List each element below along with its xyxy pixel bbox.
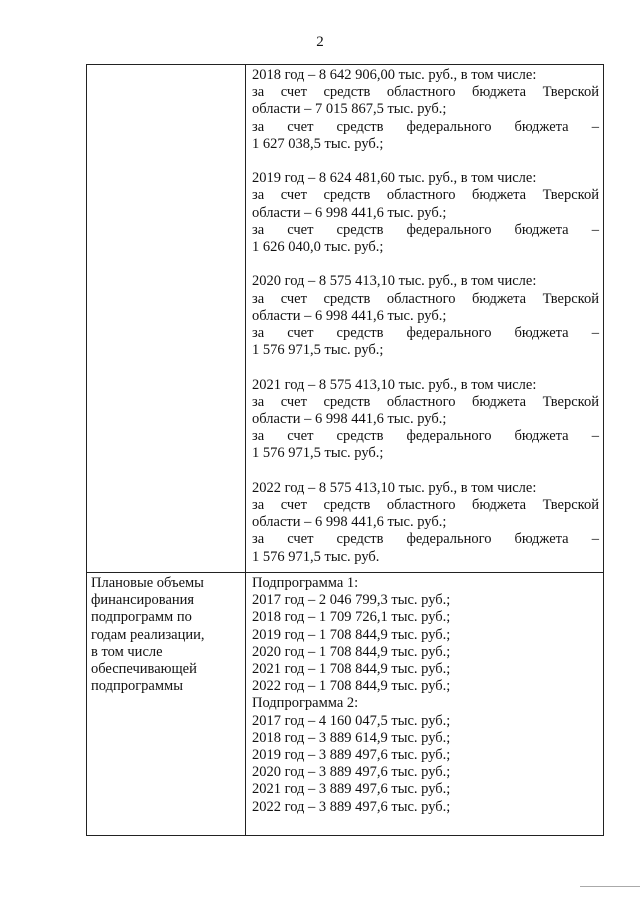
regional-line	[252, 84, 599, 101]
year-amount: 2021 год – 3 889 497,6 тыс. руб.;	[252, 781, 451, 798]
word: бюджета	[472, 497, 527, 514]
word: счет	[287, 428, 314, 445]
word: счет	[280, 187, 307, 204]
word: областного	[386, 290, 456, 307]
year-total: 2020 год – 8 575 413,10 тыс. руб., в том числе:	[252, 273, 537, 290]
word: счет	[280, 290, 307, 307]
label-line: в том числе	[91, 643, 163, 660]
word: счет	[280, 84, 307, 101]
label-line: финансирования	[91, 592, 195, 609]
word: –	[591, 428, 599, 445]
word: федерального	[406, 221, 492, 238]
federal-amount: 1 627 038,5 тыс. руб.;	[252, 135, 384, 152]
word: за	[252, 187, 265, 204]
regional-line	[252, 497, 599, 514]
year-amount: 2019 год – 3 889 497,6 тыс. руб.;	[252, 747, 451, 764]
federal-line	[252, 119, 599, 136]
label-line: Плановые объемы	[91, 575, 204, 591]
word: за	[252, 531, 265, 548]
word: счет	[287, 325, 314, 342]
word: Тверской	[542, 497, 599, 514]
table-row	[87, 573, 604, 836]
word: бюджета	[514, 325, 569, 342]
financing-table	[86, 64, 604, 836]
page-number: 2	[316, 34, 324, 50]
word: Тверской	[542, 187, 599, 204]
year-block-2020	[252, 273, 599, 359]
word: счет	[287, 118, 314, 135]
regional-line	[252, 187, 599, 204]
federal-amount: 1 576 971,5 тыс. руб.;	[252, 342, 384, 359]
row2-label-cell	[87, 573, 246, 836]
year-amount: 2021 год – 1 708 844,9 тыс. руб.;	[252, 661, 451, 678]
year-total: 2022 год – 8 575 413,10 тыс. руб., в том числе:	[252, 479, 537, 496]
label-line: подпрограмм по	[91, 609, 192, 626]
word: федерального	[406, 325, 492, 342]
subprogram-heading: Подпрограмма 1:	[252, 575, 359, 591]
year-block-2019	[252, 170, 599, 256]
regional-amount: области – 7 015 867,5 тыс. руб.;	[252, 101, 447, 118]
word: средств	[323, 393, 371, 410]
federal-amount: 1 626 040,0 тыс. руб.;	[252, 239, 384, 256]
word: областного	[386, 497, 456, 514]
year-amount: 2020 год – 3 889 497,6 тыс. руб.;	[252, 764, 451, 781]
word: Тверской	[542, 84, 599, 101]
word: счет	[287, 531, 314, 548]
row1-content-cell	[246, 65, 604, 573]
word: федерального	[406, 428, 492, 445]
word: счет	[287, 221, 314, 238]
word: бюджета	[472, 84, 527, 101]
year-block-2022	[252, 480, 599, 566]
word: средств	[323, 290, 371, 307]
word: областного	[386, 393, 456, 410]
word: областного	[386, 84, 456, 101]
word: –	[591, 118, 599, 135]
regional-amount: области – 6 998 441,6 тыс. руб.;	[252, 514, 447, 531]
word: бюджета	[472, 393, 527, 410]
word: Тверской	[542, 290, 599, 307]
word: бюджета	[472, 187, 527, 204]
federal-line	[252, 531, 599, 548]
word: –	[591, 325, 599, 342]
year-amount: 2018 год – 3 889 614,9 тыс. руб.;	[252, 729, 451, 746]
federal-amount: 1 576 971,5 тыс. руб.	[252, 548, 380, 565]
word: средств	[336, 221, 384, 238]
word: счет	[280, 393, 307, 410]
regional-amount: области – 6 998 441,6 тыс. руб.;	[252, 204, 447, 221]
word: Тверской	[542, 393, 599, 410]
word: бюджета	[514, 118, 569, 135]
year-amount: 2022 год – 1 708 844,9 тыс. руб.;	[252, 678, 451, 695]
word: за	[252, 118, 265, 135]
table-row	[87, 65, 604, 573]
year-amount: 2018 год – 1 709 726,1 тыс. руб.;	[252, 609, 451, 626]
federal-amount: 1 576 971,5 тыс. руб.;	[252, 445, 384, 462]
word: за	[252, 84, 265, 101]
subprogram-heading: Подпрограмма 2:	[252, 695, 359, 712]
year-amount: 2017 год – 4 160 047,5 тыс. руб.;	[252, 712, 451, 729]
year-amount: 2017 год – 2 046 799,3 тыс. руб.;	[252, 592, 451, 609]
word: –	[591, 221, 599, 238]
row2-content-cell	[246, 573, 604, 836]
word: средств	[323, 497, 371, 514]
year-total: 2021 год – 8 575 413,10 тыс. руб., в том числе:	[252, 376, 537, 393]
word: за	[252, 221, 265, 238]
word: за	[252, 325, 265, 342]
regional-amount: области – 6 998 441,6 тыс. руб.;	[252, 307, 447, 324]
label-line: обеспечивающей	[91, 661, 197, 678]
word: бюджета	[514, 531, 569, 548]
federal-line	[252, 428, 599, 445]
federal-line	[252, 222, 599, 239]
label-line: годам реализации,	[91, 626, 205, 643]
word: за	[252, 290, 265, 307]
regional-amount: области – 6 998 441,6 тыс. руб.;	[252, 411, 447, 428]
year-amount: 2020 год – 1 708 844,9 тыс. руб.;	[252, 643, 451, 660]
word: средств	[336, 428, 384, 445]
word: за	[252, 497, 265, 514]
word: за	[252, 393, 265, 410]
scan-edge-mark	[580, 886, 640, 887]
year-total: 2019 год – 8 624 481,60 тыс. руб., в том числе:	[252, 170, 537, 187]
word: федерального	[406, 531, 492, 548]
row1-label-cell	[87, 65, 246, 573]
year-total: 2018 год – 8 642 906,00 тыс. руб., в том числе:	[252, 67, 537, 83]
label-line: подпрограммы	[91, 678, 183, 695]
year-block-2021	[252, 377, 599, 463]
word: за	[252, 428, 265, 445]
word: областного	[386, 187, 456, 204]
year-amount: 2022 год – 3 889 497,6 тыс. руб.;	[252, 798, 451, 815]
word: бюджета	[514, 221, 569, 238]
word: счет	[280, 497, 307, 514]
regional-line	[252, 291, 599, 308]
word: федерального	[406, 118, 492, 135]
regional-line	[252, 394, 599, 411]
word: средств	[336, 118, 384, 135]
word: –	[591, 531, 599, 548]
federal-line	[252, 325, 599, 342]
word: средств	[336, 531, 384, 548]
year-block-2018	[252, 67, 599, 153]
word: бюджета	[472, 290, 527, 307]
word: средств	[323, 187, 371, 204]
word: средств	[323, 84, 371, 101]
year-amount: 2019 год – 1 708 844,9 тыс. руб.;	[252, 626, 451, 643]
word: бюджета	[514, 428, 569, 445]
word: средств	[336, 325, 384, 342]
